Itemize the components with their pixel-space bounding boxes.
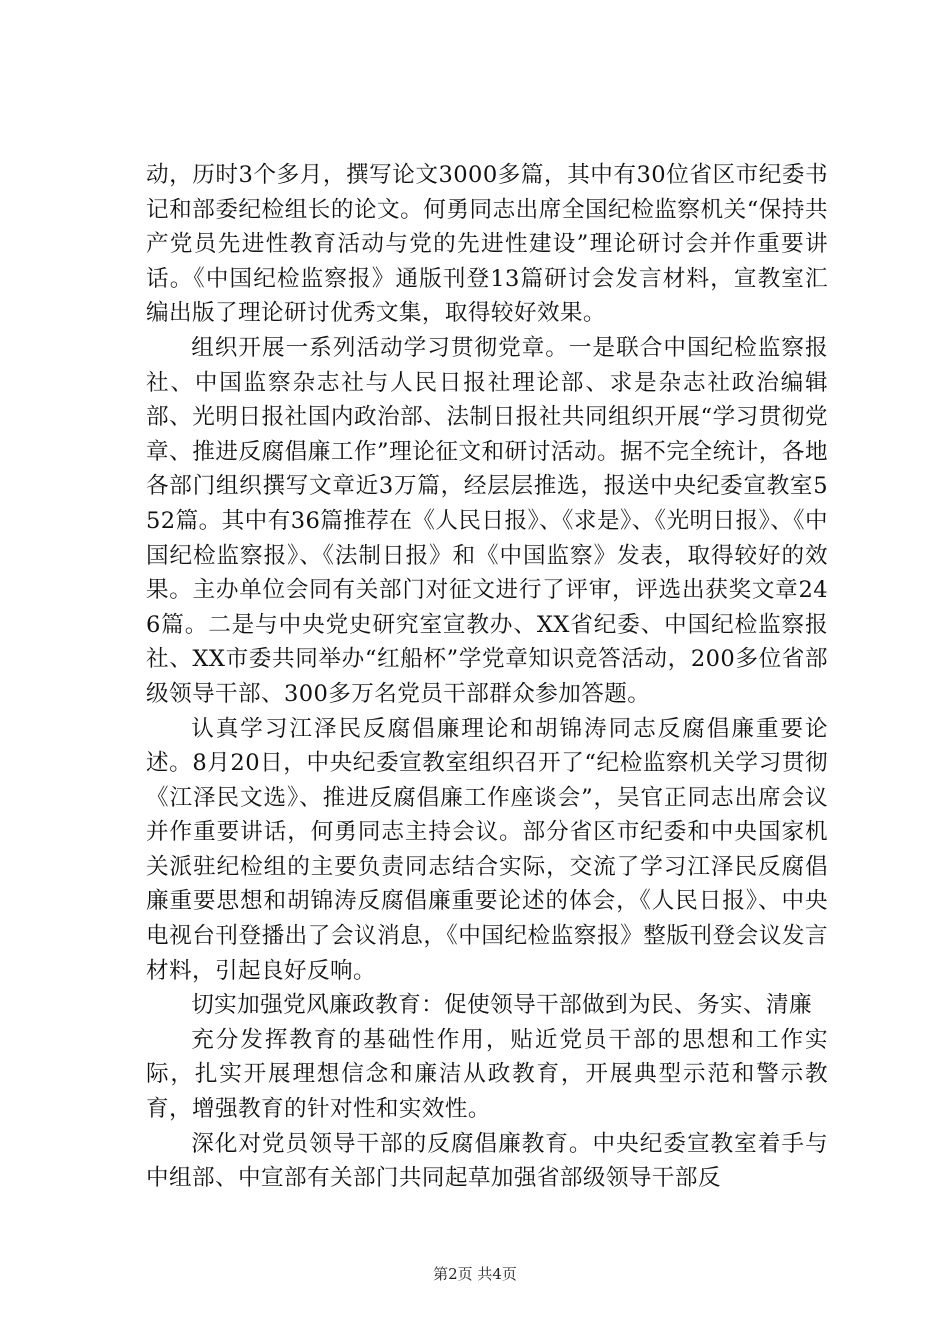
section-heading: 切实加强党风廉政教育：促使领导干部做到为民、务实、清廉 — [191, 992, 813, 1019]
paragraph-1: 动，历时3个多月，撰写论文3000多篇，其中有30位省区市纪委书记和部委纪检组长的论文。何勇同志出席全国纪检监察机关“保持共产党员先进性教育活动与党的先进性建设”理论研讨会并作重要讲话。《中国纪检监察报》通版刊登13篇研讨会发言材料，宣教室汇编出版了理论研讨优秀文集，取得较好效果。 — [146, 162, 828, 327]
paragraph-4: 充分发挥教育的基础性作用，贴近党员干部的思想和工作实际，扎实开展理想信念和廉洁从政教育，开展典型示范和警示教育，增强教育的针对性和实效性。 — [146, 1026, 828, 1123]
paragraph-2: 组织开展一系列活动学习贯彻党章。一是联合中国纪检监察报社、中国监察杂志社与人民日报社理论部、求是杂志社政治编辑部、光明日报社国内政治部、法制日报社共同组织开展“学习贯彻党章、推进反腐倡廉工作”理论征文和研讨活动。据不完全统计，各地各部门组织撰写文章近3万篇，经层层推选，报送中央纪委宣教室552篇。其中有36篇推荐在《人民日报》、《求是》、《光明日报》、《中国纪检监察报》、《法制日报》和《中国监察》发表，取得较好的效果。主办单位会同有关部门对征文进行了评审，评选出获奖文章246篇。二是与中央党史研究室宣教办、XX省纪委、中国纪检监察报社、XX市委共同举办“红船杯”学党章知识竞答活动，200多位省部级领导干部、300多万名党员干部群众参加答题。 — [146, 334, 828, 707]
page-footer: 第2页 共4页 — [433, 1265, 517, 1283]
paragraph-3: 认真学习江泽民反腐倡廉理论和胡锦涛同志反腐倡廉重要论述。8月20日，中央纪委宣教室组织召开了“纪检监察机关学习贯彻《江泽民文选》、推进反腐倡廉工作座谈会”，吴官正同志出席会议并作重要讲话，何勇同志主持会议。部分省区市纪委和中央国家机关派驻纪检组的主要负责同志结合实际，交流了学习江泽民反腐倡廉重要思想和胡锦涛反腐倡廉重要论述的体会，《人民日报》、中央电视台刊登播出了会议消息，《中国纪检监察报》整版刊登会议发言材料，引起良好反响。 — [146, 715, 828, 984]
paragraph-5: 深化对党员领导干部的反腐倡廉教育。中央纪委宣教室着手与中组部、中宣部有关部门共同起草加强省部级领导干部反 — [146, 1130, 828, 1192]
body-text — [146, 158, 828, 1196]
